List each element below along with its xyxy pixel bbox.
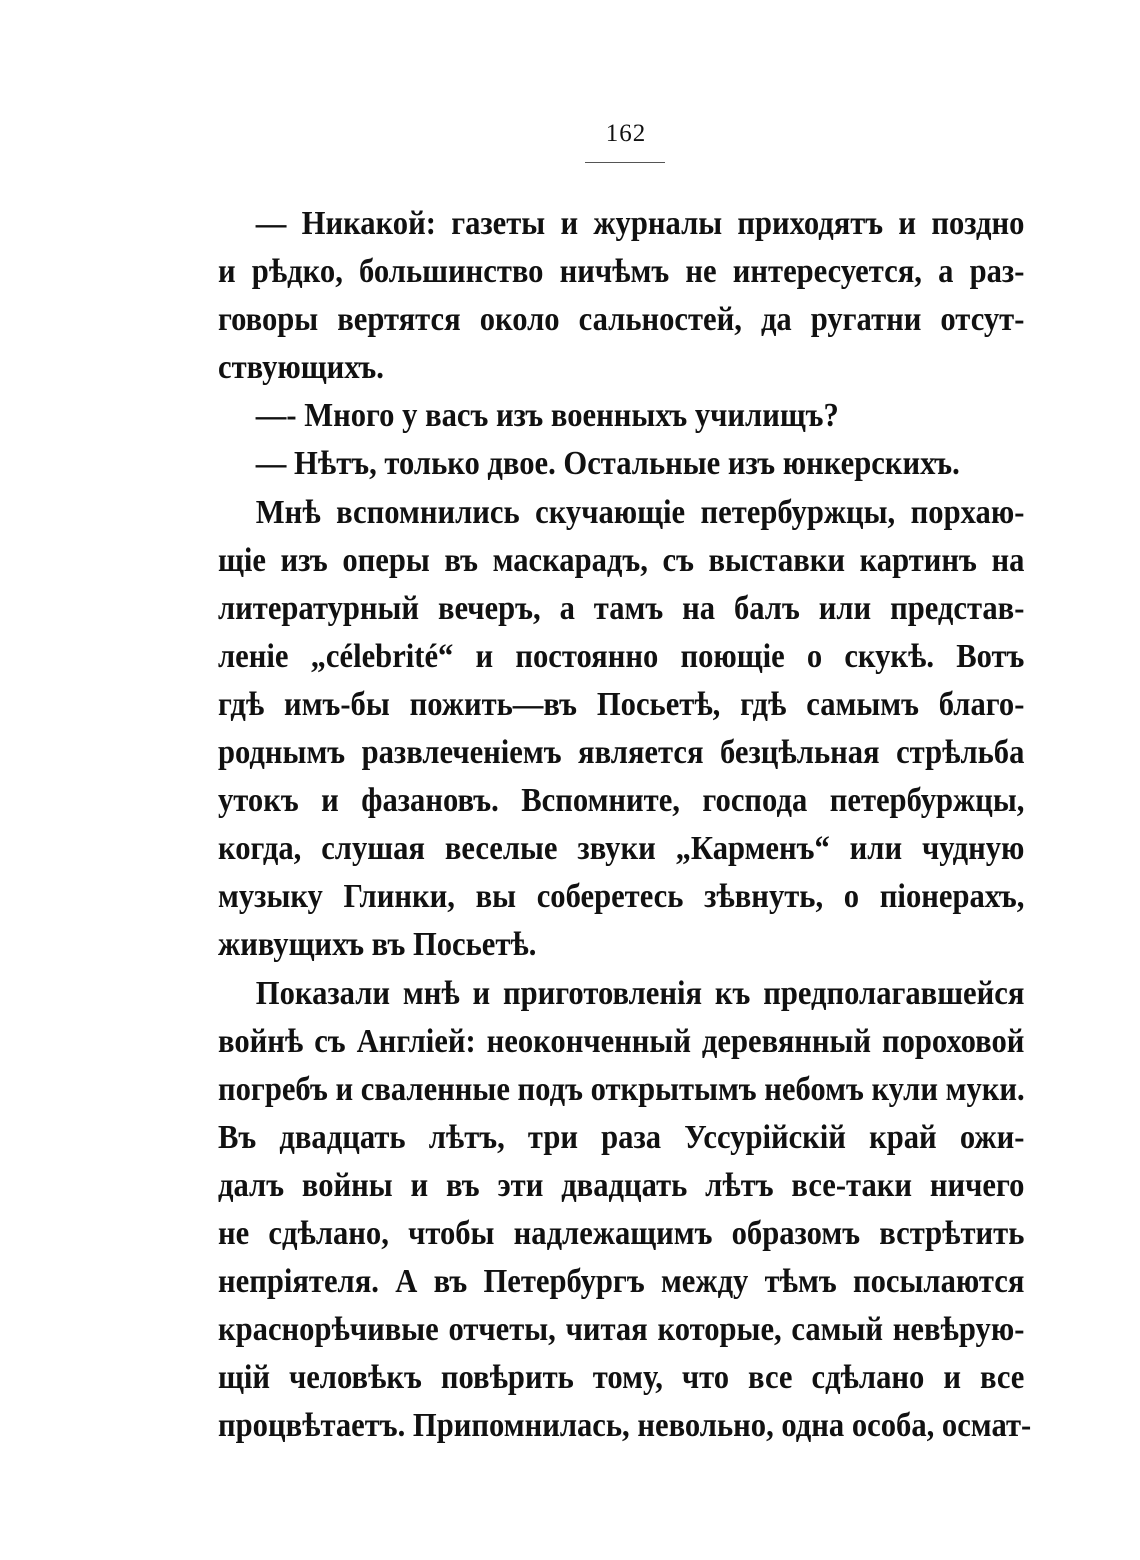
- text-line: щій человѣкъ повѣрить тому, что все сдѣлано и все: [218, 1359, 1025, 1397]
- page-number: 162: [605, 120, 647, 147]
- text-line: непріятеля. А въ Петербургъ между тѣмъ посылаются: [218, 1263, 1025, 1301]
- text-line: ствующихъ.: [218, 349, 384, 387]
- text-line: леніе „célebrité“ и постоянно поющіе о скукѣ. Вотъ: [218, 637, 1025, 675]
- body-text: [218, 200, 1032, 1450]
- text-line: говоры вертятся около сальностей, да ругатни отсут-: [218, 301, 1025, 339]
- text-line: щіе изъ оперы въ маскарадъ, съ выставки картинъ на: [218, 541, 1025, 579]
- page-number-rule: [585, 162, 665, 163]
- text-line: не сдѣлано, чтобы надлежащимъ образомъ встрѣтить: [218, 1214, 1025, 1252]
- text-line: музыку Глинки, вы соберетесь зѣвнуть, о піонерахъ,: [218, 878, 1025, 916]
- text-line: Показали мнѣ и приготовленія къ предполагавшейся: [255, 974, 1025, 1012]
- text-line: Мнѣ вспомнились скучающіе петербуржцы, порхаю-: [255, 493, 1025, 531]
- text-line: утокъ и фазановъ. Вспомните, господа петербуржцы,: [218, 782, 1025, 820]
- text-line: литературный вечеръ, а тамъ на балъ или представ-: [218, 589, 1025, 627]
- text-line: роднымъ развлеченіемъ является безцѣльная стрѣльба: [218, 734, 1025, 772]
- text-line: процвѣтаетъ. Припомнилась, невольно, одна особа, осмат-: [218, 1407, 1032, 1445]
- text-line: гдѣ имъ-бы пожить—въ Посьетѣ, гдѣ самымъ благо-: [218, 685, 1025, 723]
- text-line: Въ двадцать лѣтъ, три раза Уссурійскій край ожи-: [218, 1118, 1025, 1156]
- text-line: и рѣдко, большинство ничѣмъ не интересуется, а раз-: [218, 253, 1025, 291]
- text-line: краснорѣчивые отчеты, читая которые, самый невѣрую-: [218, 1311, 1025, 1349]
- text-line: далъ войны и въ эти двадцать лѣтъ все-таки ничего: [218, 1166, 1025, 1204]
- text-line: живущихъ въ Посьетѣ.: [218, 926, 537, 964]
- text-line: — Никакой: газеты и журналы приходятъ и поздно: [255, 205, 1025, 242]
- text-line: войнѣ съ Англіей: неоконченный деревянный пороховой: [218, 1022, 1025, 1060]
- text-line: погребъ и сваленные подъ открытымъ небомъ кули муки.: [218, 1070, 1025, 1108]
- text-line: — Нѣтъ, только двое. Остальные изъ юнкерскихъ.: [255, 445, 960, 483]
- text-line: —- Много у васъ изъ военныхъ училищъ?: [255, 397, 839, 435]
- text-line: когда, слушая веселые звуки „Карменъ“ или чудную: [218, 830, 1025, 868]
